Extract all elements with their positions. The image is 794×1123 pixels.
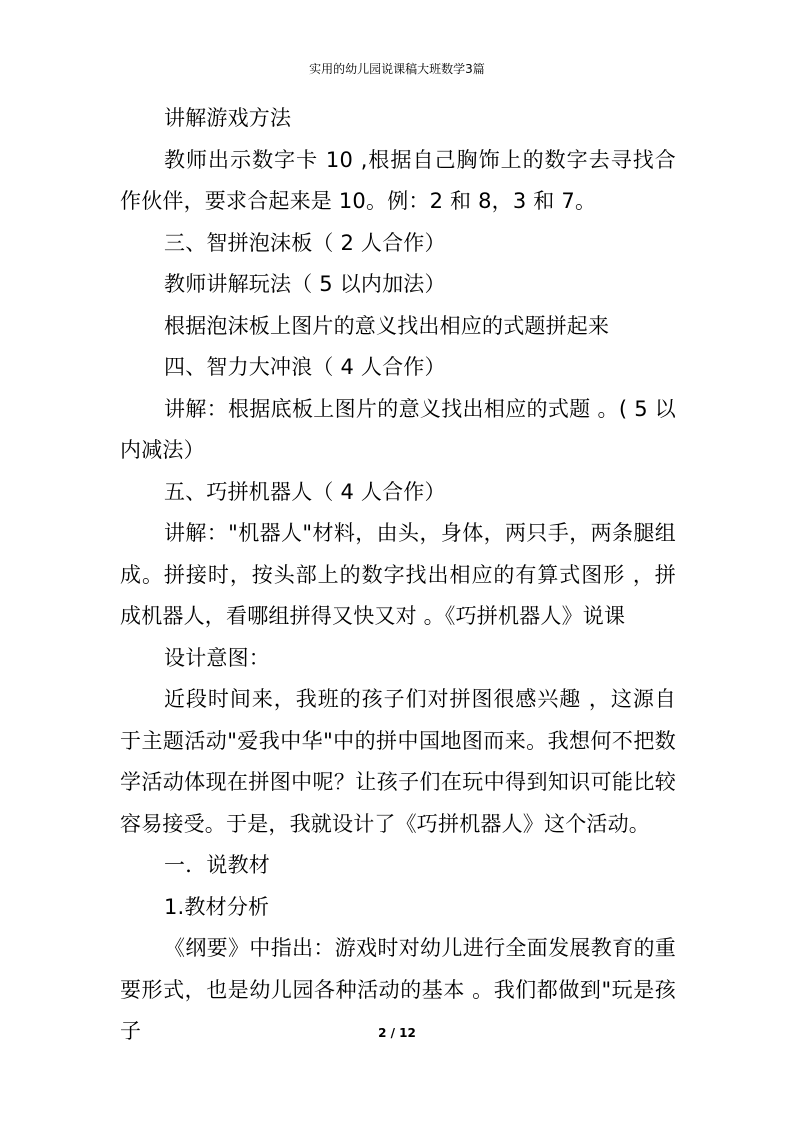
paragraph-section-four-heading: 四、智力大冲浪（ 4 人合作） — [164, 355, 446, 379]
document-body — [120, 98, 676, 1053]
paragraph-foam-board: 根据泡沫板上图片的意义找出相应的式题拼起来 — [164, 313, 610, 338]
paragraph-number-card: 教师出示数字卡 10 ,根据自己胸饰上的数字去寻找合作伙伴，要求合起来是 10。例：2 和 8，3 和 7。 — [120, 147, 676, 213]
paragraph-heading-game-method: 讲解游戏方法 — [164, 106, 292, 130]
page-number: 2 / 12 — [378, 1026, 416, 1040]
paragraph-section-three-heading: 三、智拼泡沫板（ 2 人合作） — [164, 230, 446, 255]
paragraph-outline-quote: 《纲要》中指出：游戏时对幼儿进行全面发展教育的重要形式，也是幼儿园各种活动的基本 。我们都做到"玩是孩子 — [120, 936, 676, 1043]
paragraph-design-intent-heading: 设计意图： — [164, 645, 270, 670]
page-header: 实用的幼儿园说课稿大班数学3篇 — [309, 62, 485, 76]
paragraph-section-five-heading: 五、巧拼机器人（ 4 人合作） — [164, 479, 446, 504]
paragraph-material-analysis-heading: 1.教材分析 — [164, 894, 270, 919]
paragraph-design-intent: 近段时间来，我班的孩子们对拼图很感兴趣 ，这源自于主题活动"爱我中华"中的拼中国地图而来。我想何不把数学活动体现在拼图中呢？让孩子们在玩中得到知识可能比较容易接受。于是，我就设计了《巧拼机器人》这个活动。 — [120, 687, 676, 836]
paragraph-section-one-heading: 一．说教材 — [164, 853, 270, 877]
paragraph-teacher-explains: 教师讲解玩法（ 5 以内加法） — [164, 272, 446, 296]
paragraph-subtraction: 讲解：根据底板上图片的意义找出相应的式题 。( 5 以内减法） — [120, 396, 676, 462]
paragraph-robot-explanation: 讲解："机器人"材料，由头，身体，两只手，两条腿组成。拼接时，按头部上的数字找出相应的有算式图形 ，拼成机器人，看哪组拼得又快又对 。《巧拼机器人》说课 — [120, 521, 676, 628]
